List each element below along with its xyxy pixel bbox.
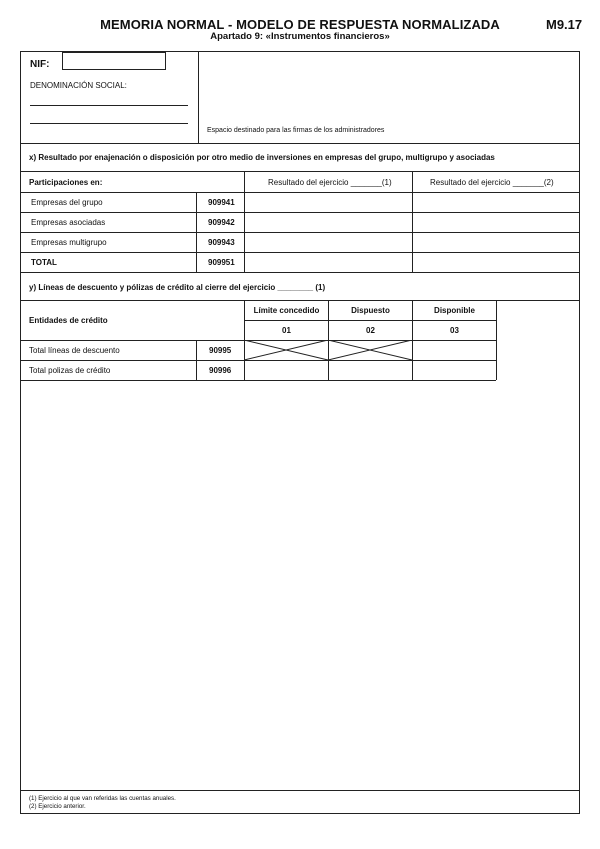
id-divider [198, 51, 199, 143]
col-header: Disponible [434, 306, 475, 315]
row-rule [20, 272, 580, 273]
row-label: Empresas asociadas [31, 218, 106, 227]
col-number: 01 [282, 326, 291, 335]
section-y-title: y) Líneas de descuento y pólizas de crédito al cierre del ejercicio ________ (1) [29, 283, 326, 292]
col-number: 02 [366, 326, 375, 335]
row-code: 90995 [209, 346, 232, 355]
row-code: 909943 [208, 238, 235, 247]
footnote: (2) Ejercicio anterior. [29, 803, 86, 810]
result-current-header: Resultado del ejercicio _______(1) [268, 178, 392, 187]
denomination-line-2[interactable] [30, 123, 188, 124]
credit-entities-header: Entidades de crédito [29, 316, 108, 325]
value-cell[interactable] [245, 213, 411, 232]
nif-field[interactable] [62, 52, 166, 70]
row-label: TOTAL [31, 258, 57, 267]
form-title: MEMORIA NORMAL - MODELO DE RESPUESTA NORMALIZADA [100, 17, 500, 32]
section-x-title: x) Resultado por enajenación o disposición por otro medio de inversiones en empresas del grupo, multigrupo y asociadas [29, 153, 495, 162]
row-code: 909941 [208, 198, 235, 207]
col-header: Límite concedido [253, 306, 320, 315]
value-cell[interactable] [413, 233, 579, 252]
value-cell[interactable] [245, 193, 411, 212]
crossed-cell-icon [244, 340, 329, 361]
nif-label: NIF: [30, 59, 50, 70]
row-rule [244, 320, 496, 321]
col-number: 03 [450, 326, 459, 335]
value-cell[interactable] [245, 361, 327, 380]
value-cell[interactable] [245, 253, 411, 272]
footnote-rule [20, 790, 580, 791]
denomination-line-1[interactable] [30, 105, 188, 106]
row-code: 90996 [209, 366, 232, 375]
value-cell[interactable] [329, 361, 411, 380]
signature-note: Espacio destinado para las firmas de los administradores [207, 127, 385, 134]
section-x-rule [20, 171, 580, 172]
row-code: 909942 [208, 218, 235, 227]
row-label: Total polizas de crédito [29, 366, 111, 375]
row-label: Empresas multigrupo [31, 238, 107, 247]
value-cell[interactable] [245, 233, 411, 252]
value-cell[interactable] [413, 361, 495, 380]
crossed-cell-icon [328, 340, 413, 361]
value-cell[interactable] [413, 341, 495, 360]
col-rule [196, 192, 197, 272]
form-code: M9.17 [546, 17, 583, 32]
participations-header: Participaciones en: [29, 178, 103, 187]
footnote: (1) Ejercicio al que van referidas las cuentas anuales. [29, 795, 176, 802]
col-rule [496, 300, 497, 380]
section-divider [20, 143, 580, 144]
col-header: Dispuesto [351, 306, 390, 315]
value-cell[interactable] [413, 213, 579, 232]
row-label: Empresas del grupo [31, 198, 103, 207]
denomination-label: DENOMINACIÓN SOCIAL: [30, 81, 127, 90]
row-label: Total líneas de descuento [29, 346, 120, 355]
value-cell[interactable] [413, 193, 579, 212]
value-cell[interactable] [413, 253, 579, 272]
blank-area [21, 381, 579, 789]
form-subtitle: Apartado 9: «Instrumentos financieros» [210, 31, 390, 42]
result-prior-header: Resultado del ejercicio _______(2) [430, 178, 554, 187]
row-code: 909951 [208, 258, 235, 267]
